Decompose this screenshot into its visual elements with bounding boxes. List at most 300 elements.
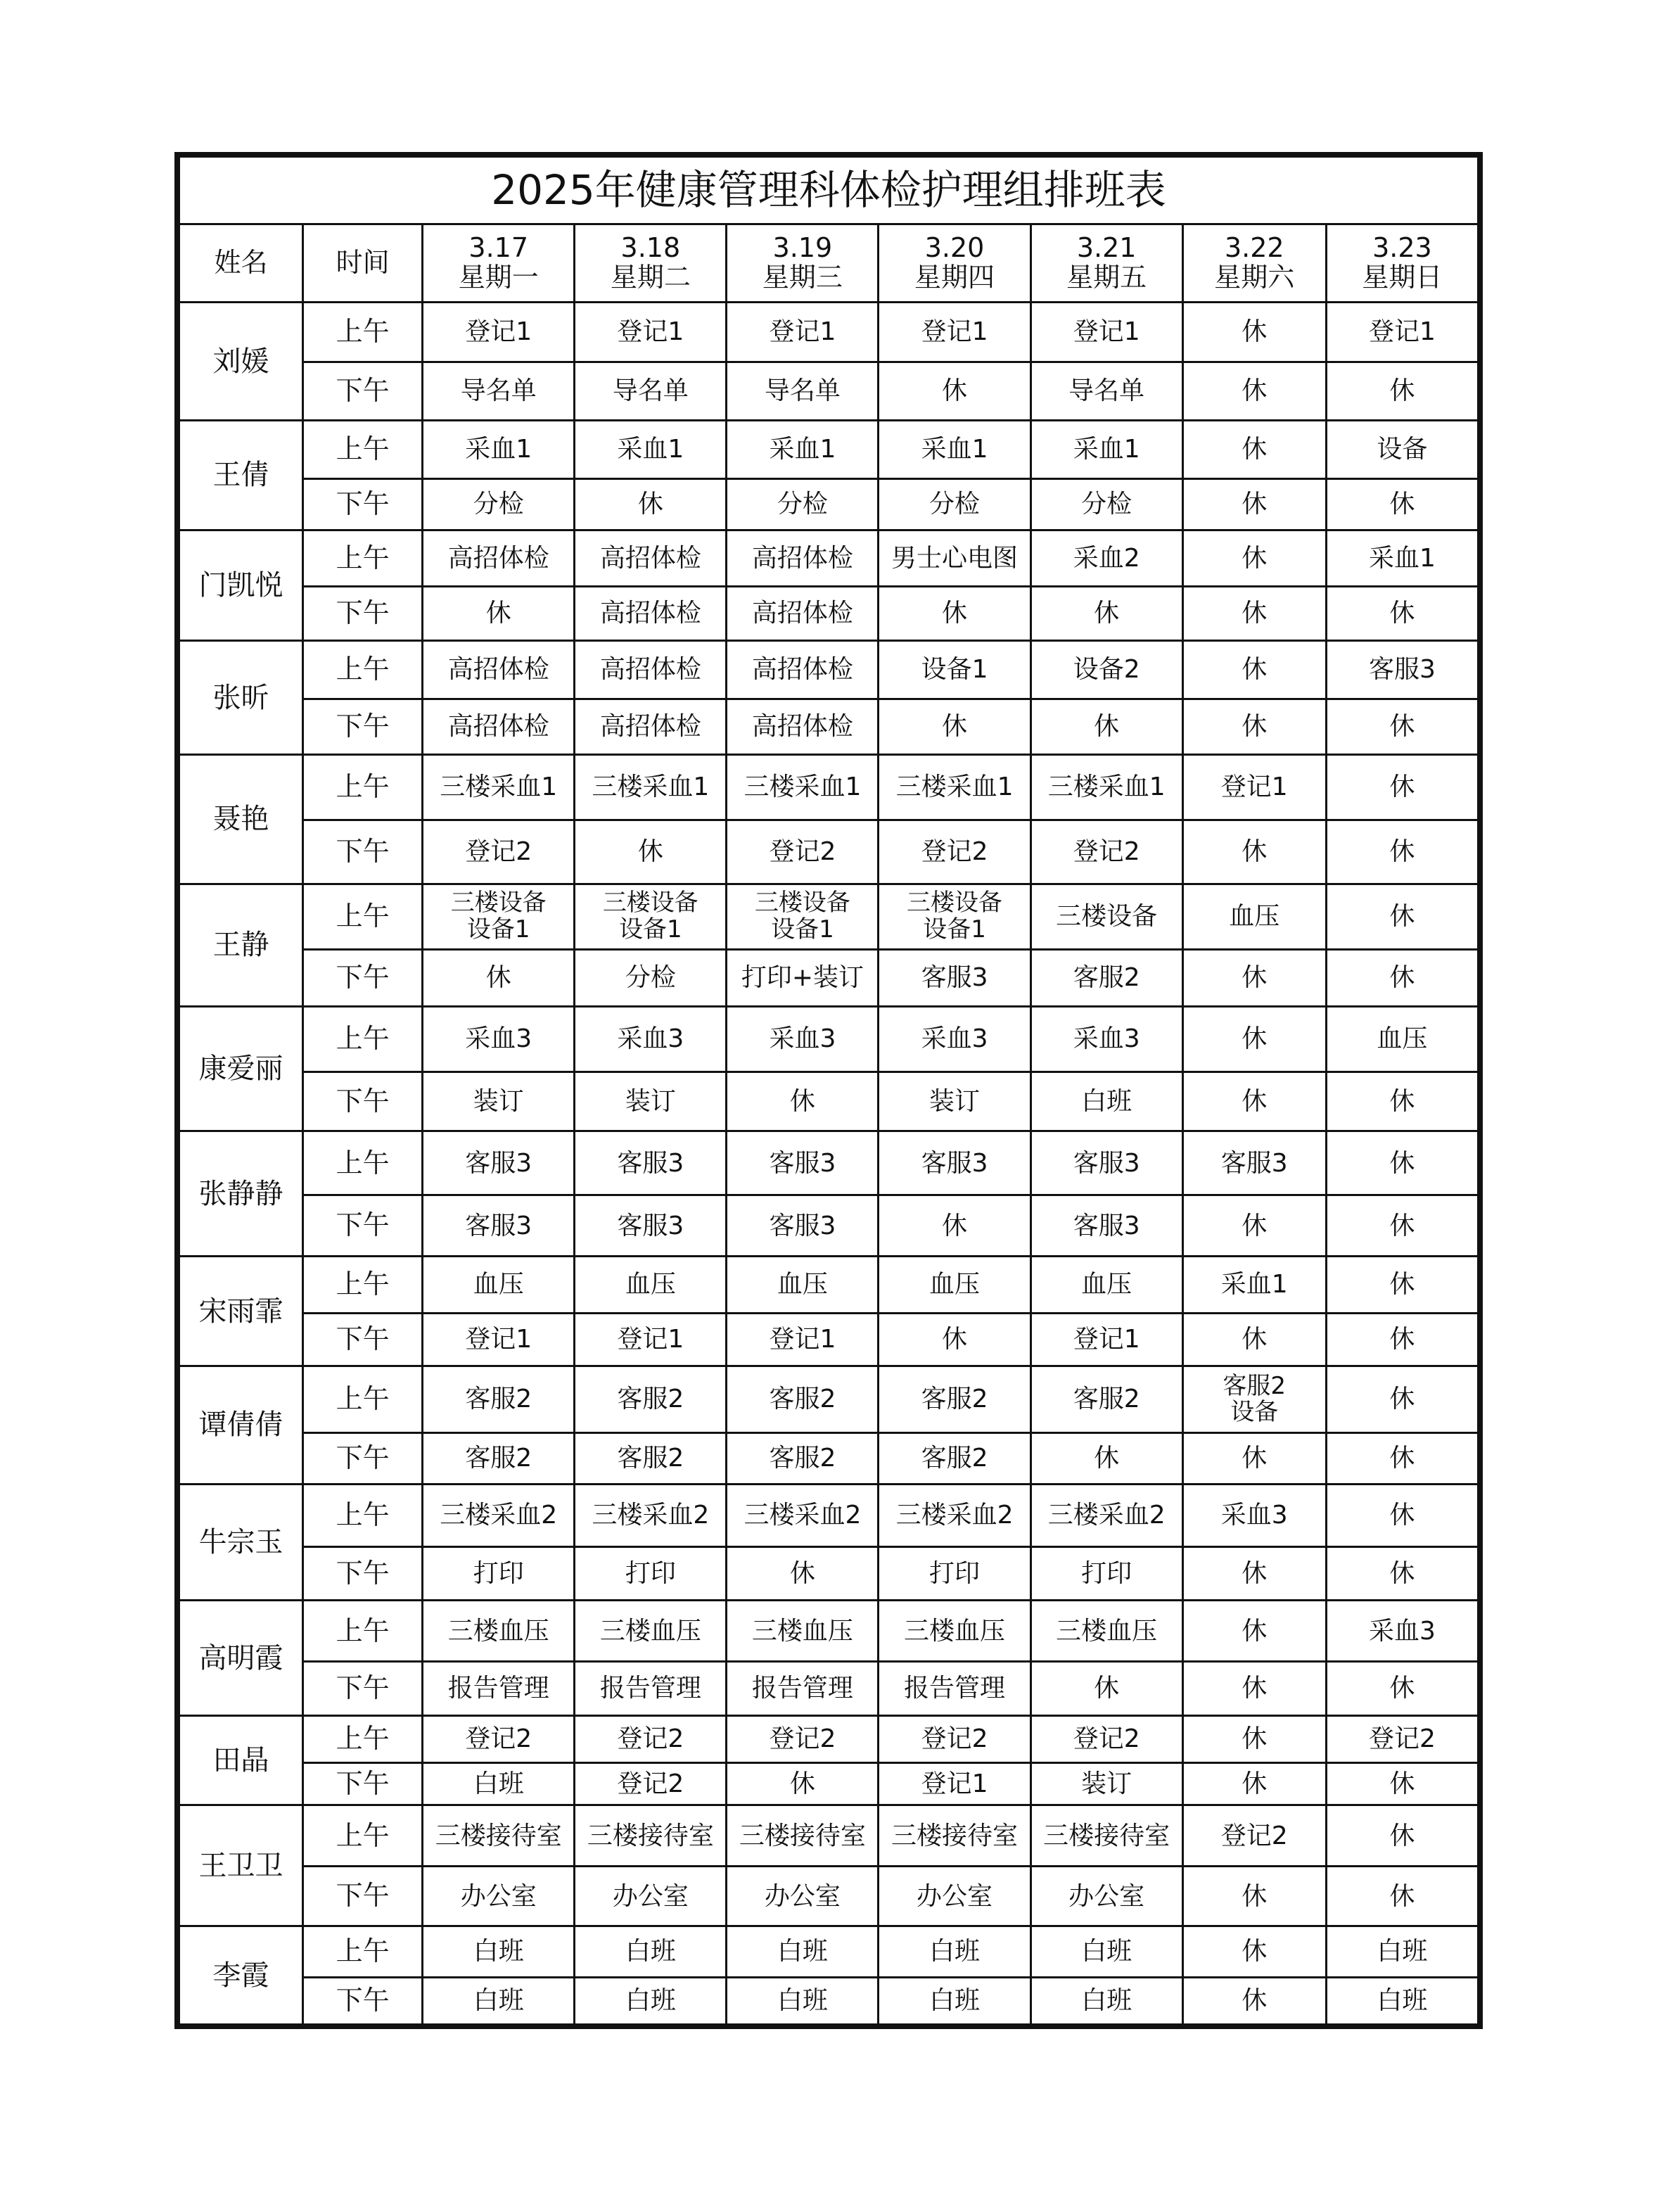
duty-cell: 打印+装订: [727, 949, 879, 1006]
duty-cell: 高招体检: [575, 587, 727, 641]
table-row: [179, 530, 1479, 587]
period-label: 上午: [303, 1131, 423, 1195]
period-label: 下午: [303, 1072, 423, 1131]
duty-cell: 血压: [423, 1257, 575, 1314]
duty-cell: 三楼采血2: [1030, 1484, 1182, 1546]
duty-cell: 三楼设备: [1030, 884, 1182, 949]
duty-cell: 休: [1182, 1926, 1326, 1978]
header-day: [1326, 224, 1478, 303]
duty-cell: 装订: [879, 1072, 1030, 1131]
duty-cell: 休: [1182, 1601, 1326, 1662]
duty-cell: 白班: [423, 1762, 575, 1805]
duty-cell: 白班: [1326, 1978, 1478, 2025]
table-row: [179, 1716, 1479, 1763]
duty-cell: 三楼设备 设备1: [575, 884, 727, 949]
duty-cell: 客服3: [1030, 1195, 1182, 1257]
duty-cell: 办公室: [423, 1867, 575, 1926]
header-weekday: 星期一: [458, 262, 539, 293]
header-weekday: 星期五: [1066, 262, 1147, 293]
duty-cell: 血压: [1326, 1006, 1478, 1072]
duty-cell: 三楼接待室: [1030, 1805, 1182, 1867]
header-date: 3.20: [924, 232, 985, 264]
header-date: 3.19: [772, 232, 833, 264]
duty-cell: 客服3: [1182, 1131, 1326, 1195]
duty-cell: 三楼采血2: [575, 1484, 727, 1546]
duty-cell: 登记1: [423, 303, 575, 362]
duty-cell: 三楼接待室: [423, 1805, 575, 1867]
duty-cell: 客服2: [575, 1432, 727, 1484]
duty-cell: 高招体检: [727, 530, 879, 587]
table-row: [179, 420, 1479, 478]
duty-cell: 三楼采血1: [727, 754, 879, 820]
duty-cell: 报告管理: [423, 1662, 575, 1716]
duty-cell: 休: [1326, 884, 1478, 949]
header-weekday: 星期六: [1214, 262, 1295, 293]
duty-cell: 登记2: [575, 1716, 727, 1763]
period-label: 上午: [303, 420, 423, 478]
duty-cell: 办公室: [575, 1867, 727, 1926]
duty-cell: 白班: [727, 1926, 879, 1978]
duty-cell: 三楼接待室: [879, 1805, 1030, 1867]
header-date: 3.23: [1372, 232, 1432, 264]
duty-cell: 休: [879, 1314, 1030, 1366]
duty-cell: 采血3: [1030, 1006, 1182, 1072]
duty-cell: 采血2: [1030, 530, 1182, 587]
duty-cell: 报告管理: [879, 1662, 1030, 1716]
duty-cell: 休: [1326, 1314, 1478, 1366]
period-label: 上午: [303, 1366, 423, 1432]
period-label: 下午: [303, 587, 423, 641]
duty-cell: 男士心电图: [879, 530, 1030, 587]
duty-cell: 登记1: [727, 303, 879, 362]
duty-cell: 三楼设备 设备1: [423, 884, 575, 949]
duty-cell: 登记1: [575, 1314, 727, 1366]
period-label: 下午: [303, 1432, 423, 1484]
duty-cell: 休: [727, 1762, 879, 1805]
duty-cell: 白班: [1030, 1926, 1182, 1978]
table-row: [179, 641, 1479, 699]
period-label: 下午: [303, 478, 423, 530]
duty-cell: 采血1: [575, 420, 727, 478]
period-label: 上午: [303, 1926, 423, 1978]
duty-cell: 休: [1326, 1867, 1478, 1926]
duty-cell: 打印: [879, 1546, 1030, 1601]
staff-name: 聂艳: [179, 754, 303, 884]
duty-cell: 客服2 设备: [1182, 1366, 1326, 1432]
staff-name: 王卫卫: [179, 1805, 303, 1926]
duty-cell: 客服3: [423, 1131, 575, 1195]
table-row: [179, 478, 1479, 530]
duty-cell: 三楼采血1: [1030, 754, 1182, 820]
duty-cell: 休: [1182, 1314, 1326, 1366]
duty-cell: 休: [423, 949, 575, 1006]
duty-cell: 休: [1182, 303, 1326, 362]
staff-name: 康爱丽: [179, 1006, 303, 1131]
header-date: 3.21: [1076, 232, 1137, 264]
duty-cell: 休: [1182, 820, 1326, 884]
period-label: 上午: [303, 641, 423, 699]
table-row: [179, 362, 1479, 421]
header-time: 时间: [303, 224, 423, 303]
table-row: [179, 303, 1479, 362]
duty-cell: 休: [1182, 1546, 1326, 1601]
duty-cell: 休: [1182, 1978, 1326, 2025]
period-label: 上午: [303, 1257, 423, 1314]
duty-cell: 休: [1326, 362, 1478, 421]
duty-cell: 休: [1326, 949, 1478, 1006]
period-label: 下午: [303, 820, 423, 884]
duty-cell: 休: [1030, 587, 1182, 641]
duty-cell: 客服3: [1326, 641, 1478, 699]
duty-cell: 休: [1030, 1662, 1182, 1716]
period-label: 下午: [303, 1978, 423, 2025]
table-row: [179, 1867, 1479, 1926]
duty-cell: 登记2: [423, 820, 575, 884]
staff-name: 张昕: [179, 641, 303, 755]
header-name: 姓名: [179, 224, 303, 303]
period-label: 下午: [303, 1314, 423, 1366]
duty-cell: 休: [879, 362, 1030, 421]
duty-cell: 休: [1326, 820, 1478, 884]
duty-cell: 三楼设备 设备1: [879, 884, 1030, 949]
period-label: 上午: [303, 754, 423, 820]
duty-cell: 分检: [879, 478, 1030, 530]
duty-cell: 客服3: [879, 949, 1030, 1006]
duty-cell: 休: [1030, 699, 1182, 755]
duty-cell: 白班: [727, 1978, 879, 2025]
duty-cell: 客服3: [575, 1131, 727, 1195]
header-date: 3.18: [620, 232, 681, 264]
header-day: [1030, 224, 1182, 303]
duty-cell: 客服3: [879, 1131, 1030, 1195]
table-row: [179, 1366, 1479, 1432]
duty-cell: 客服2: [575, 1366, 727, 1432]
duty-cell: 休: [1326, 1131, 1478, 1195]
period-label: 下午: [303, 362, 423, 421]
duty-cell: 休: [879, 699, 1030, 755]
period-label: 上午: [303, 1716, 423, 1763]
duty-cell: 休: [1182, 699, 1326, 755]
duty-cell: 高招体检: [575, 530, 727, 587]
period-label: 下午: [303, 949, 423, 1006]
duty-cell: 休: [1326, 1662, 1478, 1716]
period-label: 下午: [303, 1195, 423, 1257]
duty-cell: 打印: [575, 1546, 727, 1601]
table-row: [179, 1978, 1479, 2025]
duty-cell: 三楼采血2: [423, 1484, 575, 1546]
table-row: [179, 1805, 1479, 1867]
duty-cell: 采血3: [727, 1006, 879, 1072]
duty-cell: 客服3: [423, 1195, 575, 1257]
duty-cell: 休: [1326, 1072, 1478, 1131]
duty-cell: 导名单: [423, 362, 575, 421]
period-label: 上午: [303, 1601, 423, 1662]
header-date: 3.17: [468, 232, 529, 264]
duty-cell: 血压: [575, 1257, 727, 1314]
duty-cell: 休: [575, 478, 727, 530]
duty-cell: 设备1: [879, 641, 1030, 699]
table-row: [179, 587, 1479, 641]
duty-cell: 三楼采血2: [879, 1484, 1030, 1546]
duty-cell: 休: [1326, 1432, 1478, 1484]
duty-cell: 登记2: [1326, 1716, 1478, 1763]
duty-cell: 休: [1326, 1257, 1478, 1314]
duty-cell: 登记2: [727, 820, 879, 884]
duty-cell: 休: [1182, 420, 1326, 478]
duty-cell: 高招体检: [727, 587, 879, 641]
staff-name: 张静静: [179, 1131, 303, 1257]
staff-name: 刘媛: [179, 303, 303, 421]
duty-cell: 设备2: [1030, 641, 1182, 699]
header-day: [575, 224, 727, 303]
period-label: 上午: [303, 303, 423, 362]
duty-cell: 休: [1182, 587, 1326, 641]
duty-cell: 三楼接待室: [727, 1805, 879, 1867]
duty-cell: 登记1: [575, 303, 727, 362]
period-label: 下午: [303, 699, 423, 755]
staff-name: 王倩: [179, 420, 303, 530]
duty-cell: 打印: [423, 1546, 575, 1601]
duty-cell: 报告管理: [727, 1662, 879, 1716]
table-row: [179, 1195, 1479, 1257]
table-row: [179, 699, 1479, 755]
duty-cell: 分检: [423, 478, 575, 530]
duty-cell: 办公室: [879, 1867, 1030, 1926]
duty-cell: 高招体检: [423, 530, 575, 587]
duty-cell: 采血3: [1326, 1601, 1478, 1662]
period-label: 下午: [303, 1662, 423, 1716]
period-label: 上午: [303, 530, 423, 587]
duty-cell: 休: [1326, 478, 1478, 530]
header-day: [1182, 224, 1326, 303]
duty-cell: 导名单: [575, 362, 727, 421]
header-weekday: 星期二: [610, 262, 691, 293]
duty-cell: 客服2: [423, 1432, 575, 1484]
duty-cell: 血压: [727, 1257, 879, 1314]
period-label: 上午: [303, 884, 423, 949]
duty-cell: 采血1: [1182, 1257, 1326, 1314]
duty-cell: 休: [423, 587, 575, 641]
duty-cell: 装订: [575, 1072, 727, 1131]
duty-cell: 白班: [879, 1926, 1030, 1978]
duty-cell: 休: [1326, 587, 1478, 641]
period-label: 上午: [303, 1484, 423, 1546]
duty-cell: 休: [575, 820, 727, 884]
table-row: [179, 820, 1479, 884]
duty-cell: 休: [1182, 1195, 1326, 1257]
duty-cell: 白班: [1030, 1072, 1182, 1131]
duty-cell: 三楼血压: [575, 1601, 727, 1662]
duty-cell: 高招体检: [423, 641, 575, 699]
period-label: 下午: [303, 1546, 423, 1601]
table-row: [179, 1546, 1479, 1601]
duty-cell: 客服2: [1030, 949, 1182, 1006]
duty-cell: 休: [1182, 949, 1326, 1006]
duty-cell: 休: [1030, 1432, 1182, 1484]
staff-name: 高明霞: [179, 1601, 303, 1716]
staff-name: 谭倩倩: [179, 1366, 303, 1484]
duty-cell: 三楼采血2: [727, 1484, 879, 1546]
table-row: [179, 1484, 1479, 1546]
staff-name: 门凯悦: [179, 530, 303, 641]
duty-cell: 白班: [423, 1978, 575, 2025]
duty-cell: 分检: [575, 949, 727, 1006]
period-label: 下午: [303, 1867, 423, 1926]
schedule-sheet: [174, 152, 1483, 2029]
duty-cell: 分检: [1030, 478, 1182, 530]
duty-cell: 登记2: [879, 820, 1030, 884]
duty-cell: 办公室: [727, 1867, 879, 1926]
duty-cell: 采血3: [879, 1006, 1030, 1072]
header-weekday: 星期四: [914, 262, 995, 293]
duty-cell: 登记1: [1030, 303, 1182, 362]
duty-cell: 登记2: [575, 1762, 727, 1805]
duty-cell: 客服2: [879, 1432, 1030, 1484]
duty-cell: 登记2: [1182, 1805, 1326, 1867]
table-row: [179, 1926, 1479, 1978]
duty-cell: 三楼接待室: [575, 1805, 727, 1867]
duty-cell: 登记1: [1326, 303, 1478, 362]
duty-cell: 三楼采血1: [879, 754, 1030, 820]
duty-cell: 高招体检: [727, 699, 879, 755]
duty-cell: 采血3: [575, 1006, 727, 1072]
duty-cell: 休: [1182, 1432, 1326, 1484]
table-row: [179, 1662, 1479, 1716]
duty-cell: 采血1: [1030, 420, 1182, 478]
duty-cell: 休: [1182, 1662, 1326, 1716]
header-day: [727, 224, 879, 303]
duty-cell: 三楼血压: [727, 1601, 879, 1662]
duty-cell: 休: [1326, 1366, 1478, 1432]
period-label: 下午: [303, 1762, 423, 1805]
duty-cell: 高招体检: [727, 641, 879, 699]
schedule-title: 2025年健康管理科体检护理组排班表: [179, 157, 1479, 224]
duty-cell: 客服3: [575, 1195, 727, 1257]
duty-cell: 采血1: [879, 420, 1030, 478]
duty-cell: 血压: [1030, 1257, 1182, 1314]
duty-cell: 白班: [575, 1978, 727, 2025]
table-row: [179, 1072, 1479, 1131]
duty-cell: 导名单: [1030, 362, 1182, 421]
duty-cell: 登记2: [727, 1716, 879, 1763]
duty-cell: 白班: [1030, 1978, 1182, 2025]
schedule-table: [178, 155, 1479, 2026]
duty-cell: 休: [1182, 530, 1326, 587]
duty-cell: 休: [727, 1072, 879, 1131]
duty-cell: 三楼血压: [1030, 1601, 1182, 1662]
duty-cell: 休: [1326, 1762, 1478, 1805]
duty-cell: 休: [1182, 1072, 1326, 1131]
duty-cell: 休: [1182, 478, 1326, 530]
table-row: [179, 1601, 1479, 1662]
duty-cell: 休: [1182, 1006, 1326, 1072]
duty-cell: 登记1: [727, 1314, 879, 1366]
duty-cell: 采血3: [1182, 1484, 1326, 1546]
duty-cell: 三楼血压: [879, 1601, 1030, 1662]
duty-cell: 高招体检: [575, 641, 727, 699]
duty-cell: 休: [727, 1546, 879, 1601]
duty-cell: 分检: [727, 478, 879, 530]
duty-cell: 采血1: [1326, 530, 1478, 587]
staff-name: 李霞: [179, 1926, 303, 2025]
header-weekday: 星期三: [762, 262, 843, 293]
duty-cell: 休: [1326, 754, 1478, 820]
table-row: [179, 1432, 1479, 1484]
duty-cell: 采血3: [423, 1006, 575, 1072]
period-label: 上午: [303, 1006, 423, 1072]
duty-cell: 休: [1182, 1867, 1326, 1926]
duty-cell: 客服2: [879, 1366, 1030, 1432]
duty-cell: 登记1: [1182, 754, 1326, 820]
header-date: 3.22: [1224, 232, 1284, 264]
duty-cell: 休: [1326, 1805, 1478, 1867]
duty-cell: 血压: [1182, 884, 1326, 949]
staff-name: 牛宗玉: [179, 1484, 303, 1601]
duty-cell: 休: [1182, 1716, 1326, 1763]
table-row: [179, 1006, 1479, 1072]
duty-cell: 休: [1326, 699, 1478, 755]
duty-cell: 登记2: [423, 1716, 575, 1763]
duty-cell: 客服3: [1030, 1131, 1182, 1195]
duty-cell: 登记2: [1030, 820, 1182, 884]
duty-cell: 登记1: [1030, 1314, 1182, 1366]
duty-cell: 白班: [1326, 1926, 1478, 1978]
table-row: [179, 1314, 1479, 1366]
duty-cell: 导名单: [727, 362, 879, 421]
duty-cell: 装订: [1030, 1762, 1182, 1805]
period-label: 上午: [303, 1805, 423, 1867]
duty-cell: 休: [1182, 362, 1326, 421]
table-row: [179, 1762, 1479, 1805]
duty-cell: 办公室: [1030, 1867, 1182, 1926]
duty-cell: 白班: [423, 1926, 575, 1978]
duty-cell: 登记2: [879, 1716, 1030, 1763]
duty-cell: 休: [1182, 1762, 1326, 1805]
header-day: [879, 224, 1030, 303]
duty-cell: 休: [1326, 1484, 1478, 1546]
duty-cell: 休: [1182, 641, 1326, 699]
header-weekday: 星期日: [1362, 262, 1443, 293]
duty-cell: 设备: [1326, 420, 1478, 478]
duty-cell: 客服3: [727, 1131, 879, 1195]
staff-name: 宋雨霏: [179, 1257, 303, 1366]
duty-cell: 高招体检: [575, 699, 727, 755]
duty-cell: 登记1: [423, 1314, 575, 1366]
staff-name: 王静: [179, 884, 303, 1006]
duty-cell: 休: [879, 1195, 1030, 1257]
duty-cell: 休: [1326, 1195, 1478, 1257]
duty-cell: 三楼采血1: [423, 754, 575, 820]
duty-cell: 装订: [423, 1072, 575, 1131]
table-row: [179, 949, 1479, 1006]
duty-cell: 登记1: [879, 303, 1030, 362]
duty-cell: 白班: [575, 1926, 727, 1978]
staff-name: 田晶: [179, 1716, 303, 1805]
header-day: [423, 224, 575, 303]
duty-cell: 客服2: [423, 1366, 575, 1432]
duty-cell: 血压: [879, 1257, 1030, 1314]
duty-cell: 三楼血压: [423, 1601, 575, 1662]
duty-cell: 采血1: [423, 420, 575, 478]
duty-cell: 打印: [1030, 1546, 1182, 1601]
duty-cell: 三楼采血1: [575, 754, 727, 820]
duty-cell: 休: [1326, 1546, 1478, 1601]
table-row: [179, 1131, 1479, 1195]
duty-cell: 登记1: [879, 1762, 1030, 1805]
table-row: [179, 1257, 1479, 1314]
duty-cell: 客服2: [1030, 1366, 1182, 1432]
duty-cell: 休: [879, 587, 1030, 641]
